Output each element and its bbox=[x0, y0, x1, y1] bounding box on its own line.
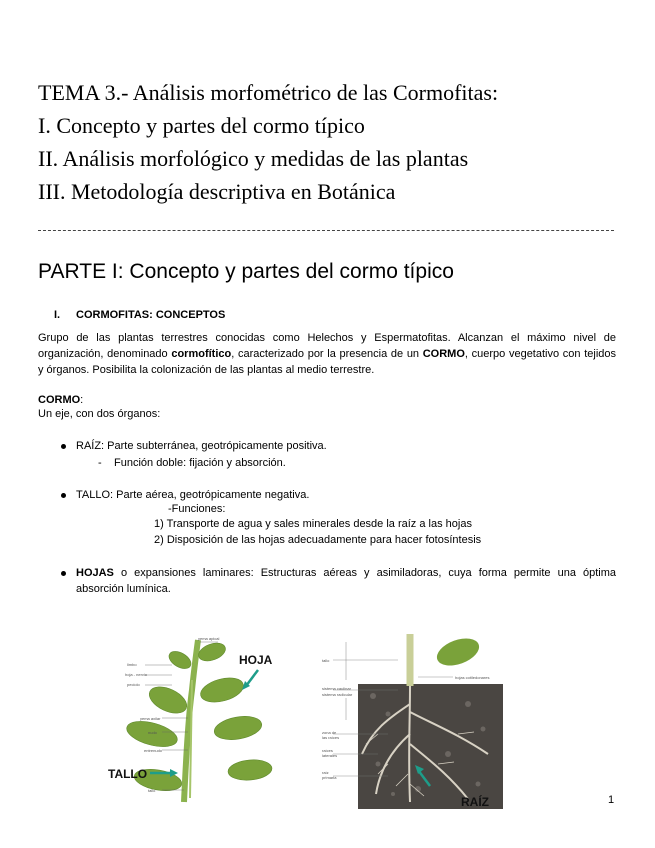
tallo-funciones: -Funciones: bbox=[168, 503, 226, 515]
svg-text:limbo: limbo bbox=[127, 662, 137, 667]
svg-text:tallo: tallo bbox=[322, 658, 330, 663]
svg-text:nudo: nudo bbox=[148, 730, 157, 735]
raiz-sub: Función doble: fijación y absorción. bbox=[114, 457, 286, 469]
divider bbox=[38, 230, 614, 231]
title-line-4: III. Metodología descriptiva en Botánica bbox=[38, 179, 396, 204]
svg-text:zona de: zona de bbox=[322, 730, 337, 735]
label-hoja: HOJA bbox=[239, 653, 273, 667]
svg-text:hojas cotiledonares: hojas cotiledonares bbox=[455, 675, 490, 680]
part-title: PARTE I: Concepto y partes del cormo típico bbox=[38, 260, 454, 283]
svg-text:peciolo: peciolo bbox=[127, 682, 140, 687]
svg-text:sistema caulinar: sistema caulinar bbox=[322, 686, 351, 691]
root-system-illustration bbox=[318, 634, 508, 812]
cormo-heading: CORMO: bbox=[38, 394, 84, 406]
cormo-term: CORMO bbox=[422, 348, 465, 360]
title-line-3: II. Análisis morfológico y medidas de las plantas bbox=[38, 146, 469, 171]
svg-text:las raíces: las raíces bbox=[322, 735, 340, 740]
bullet-raiz bbox=[61, 444, 66, 449]
tallo-funcion-1: 1) Transporte de agua y sales minerales desde la raíz a las hojas bbox=[154, 518, 472, 530]
section-title: CORMOFITAS: CONCEPTOS bbox=[76, 309, 226, 321]
hojas-text: HOJAS o expansiones laminares: Estructuras aéreas y asimiladoras, cuya forma permite una óptima absorción lumínica. bbox=[76, 567, 616, 595]
plant-shoot-illustration bbox=[100, 630, 285, 805]
tallo-text: TALLO: Parte aérea, geotrópicamente negativa. bbox=[76, 489, 310, 501]
title-line-1: TEMA 3.- Análisis morfométrico de las Cormofitas: bbox=[38, 80, 499, 105]
svg-text:yema axilar: yema axilar bbox=[140, 716, 161, 721]
label-tallo: TALLO bbox=[108, 767, 148, 781]
svg-text:raíz: raíz bbox=[322, 770, 329, 775]
label-raiz: RAÍZ bbox=[461, 795, 489, 809]
intro-paragraph: Grupo de las plantas terrestres conocidas como Helechos y Espermatofitas. Alcanzan el máximo nivel de organización, denominado cormofítico, caracterizado por la presencia de un CORMO, cuerpo vegetativo con tejidos y órganos. Posibilita la colonización de las plantas al medio terrestre. bbox=[38, 332, 616, 376]
raiz-dash: - bbox=[98, 457, 102, 469]
cormo-subtitle: Un eje, con dos órganos: bbox=[38, 408, 161, 420]
section-number: I. bbox=[54, 309, 61, 321]
raiz-text: RAÍZ: Parte subterránea, geotrópicamente positiva. bbox=[76, 440, 327, 452]
bullet-hojas bbox=[61, 571, 66, 576]
tallo-funcion-2: 2) Disposición de las hojas adecuadamente para hacer fotosíntesis bbox=[154, 534, 482, 546]
title-line-2: I. Concepto y partes del cormo típico bbox=[38, 113, 365, 138]
svg-text:hoja - nervio: hoja - nervio bbox=[125, 672, 148, 677]
svg-text:tallo: tallo bbox=[148, 788, 156, 793]
svg-text:raíces: raíces bbox=[322, 748, 333, 753]
bullet-tallo bbox=[61, 493, 66, 498]
svg-text:sistema radicular: sistema radicular bbox=[322, 692, 353, 697]
svg-text:yema apical: yema apical bbox=[198, 636, 220, 641]
page-number: 1 bbox=[608, 794, 615, 806]
cormofitico-term: cormofítico bbox=[171, 348, 232, 360]
svg-text:laterales: laterales bbox=[322, 753, 338, 758]
svg-text:primaria: primaria bbox=[322, 775, 337, 780]
svg-text:entrenudo: entrenudo bbox=[144, 748, 163, 753]
